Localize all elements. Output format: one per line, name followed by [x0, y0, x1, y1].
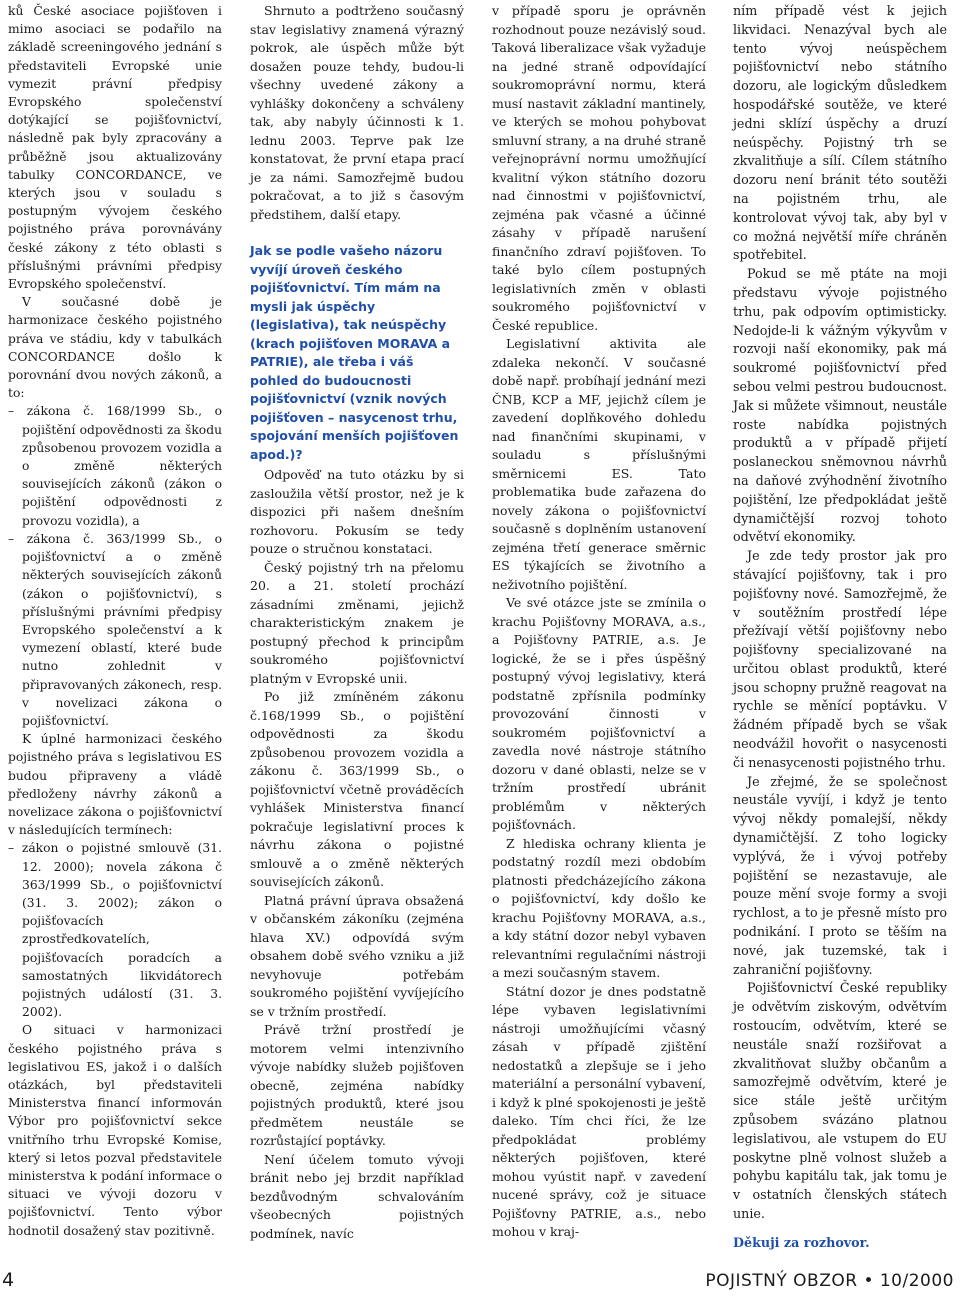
- paragraph: Není účelem tomuto vývoji bránit nebo jej brzdit například bezdůvodným schvalováním všeobecných pojistných podmínek, navíc: [250, 1151, 464, 1241]
- interview-question: Jak se podle vašeho názoru vyvíjí úroveň českého pojišťovnictví. Tím mám na mysli jak úspěchy (legislativa), tak neúspěchy (krach pojišťoven MORAVA a PATRIE), ale třeba i váš pohled do budoucnosti pojišťovnictví (vznik nových pojišťoven – nasycenost trhu, spojování menších pojišťoven apod.)?: [250, 243, 459, 462]
- paragraph: O situaci v harmonizaci českého pojistného práva s legislativou ES, jakož i o dalších otázkách, byl představiteli Ministerstva financí informován Výbor pro pojišťovnictví sekce vnitřního trhu Evropské Komise, který si letos pozval představitele ministerstva k podání informace o situaci ve vývoji dozoru v pojišťovnictví. Tento výbor hodnotil dosažený stav pozitivně.: [8, 1023, 222, 1238]
- paragraph: Pokud se mě ptáte na moji představu vývoje pojistného trhu, pak odpovím optimisticky. Nedojde-li k vážným výkyvům v rozvoji naší ekonomiky, pak má soukromé pojišťovnictví před sebou velmi pestrou budoucnost. Jak si můžete všimnout, neustále roste nabídka pojistných produktů a v případě přijetí poslaneckou sněmovnou návrhů na daňové zvýhodnění životního pojištění, lze předpokládat ještě dynamičtější rozvoj tohoto odvětví ekonomiky.: [733, 266, 947, 545]
- paragraph: Je zřejmé, že se společnost neustále vyvíjí, i když je tento vývoj někdy pomalejší, někdy dynamičtější. Z toho logicky vyplývá, že i vývoj potřeby pojištění se nezastavuje, ale pouze mění svoje formy a svoji rychlost, a to je přesně místo pro podnikání. I proto se těším na nové, jak tuzemské, tak i zahraniční pojišťovny.: [733, 773, 947, 977]
- magazine-issue: POJISTNÝ OBZOR • 10/2000: [705, 1271, 954, 1291]
- text-column-4: [733, 2, 947, 1253]
- paragraph: Legislativní aktivita ale zdaleka nekončí. V současné době např. probíhají jednání mezi ČNB, KCP a MF, jejichž cílem je zavedení doplňkového dohledu nad finančními skupinami, v souladu s příslušnými směrnicemi ES. Tato problematika bude zařazena do novely zákona o pojišťovnictví současně s doplněním ustanovení zejména třetí generace směrnic ES týkajících se životního a neživotního pojištění.: [492, 336, 706, 592]
- paragraph: Po již zmíněném zákonu č.168/1999 Sb., o pojištění odpovědnosti za škodu způsobenou provozem vozidla a zákonu č. 363/1999 Sb., o pojišťovnictví včetně prováděcích vyhlášek Ministerstva financí pokračuje legislativní proces k návrhu zákona o pojistné smlouvě a o změně některých souvisejících zákonů.: [250, 689, 464, 889]
- paragraph: K úplné harmonizaci českého pojistného práva s legislativou ES budou připraveny a vládě předloženy návrhy zákonů a novelizace zákona o pojišťovnictví v následujících termínech:: [8, 732, 222, 838]
- paragraph: Ve své otázce jste se zmínila o krachu Pojišťovny MORAVA, a.s., a Pojišťovny PATRIE, a.s. Je logické, že se i přes úspěšný postupný vývoj legislativy, která podstatně zpřísnila podmínky provozování činnosti v soukromém pojišťovnictví a zavedla nové nástroje státního dozoru v dané oblasti, nelze se v tržním prostředí ubránit problémům v některých pojišťovnách.: [492, 595, 706, 832]
- text-column-3: [492, 2, 706, 1242]
- list-item: – zákona č. 168/1999 Sb., o pojištění odpovědnosti za škodu způsobenou provozem vozidla a o změně některých souvisejících zákonů (zákon o pojištění odpovědnosti z provozu vozidla), a: [8, 404, 222, 528]
- text-column-2: [250, 2, 464, 1243]
- paragraph: v případě sporu je oprávněn rozhodnout pouze nezávislý soud. Taková liberalizace však vyžaduje na jedné straně odpovídající soukromoprávní normu, která musí nastavit základní mantinely, ve kterých se mohou pohybovat smluvní strany, a na druhé straně veřejnoprávní normu umožňující kvalitní výkon státního dozoru nad činnostmi v pojišťovnictví, zejména pak včasné a účinné zásahy v případě narušení finančního zdraví pojišťoven. To také bylo cílem postupných legislativních změn v oblasti soukromého pojišťovnictví v České republice.: [492, 3, 706, 333]
- paragraph: Z hlediska ochrany klienta je podstatný rozdíl mezi obdobím platnosti předcházejícího zákona o pojišťovnictví, kdy došlo ke krachu Pojišťovny MORAVA, a.s., a kdy státní dozor nebyl vybaven relevantními regulačními nástroji a mezi současným stavem.: [492, 835, 706, 980]
- page-number: 4: [2, 1269, 15, 1291]
- paragraph: Český pojistný trh na přelomu 20. a 21. století prochází zásadními změnami, jejichž charakteristickým znakem je postupný přechod k principům soukromého pojišťovnictví platným v Evropské unii.: [250, 559, 464, 686]
- closing-thanks: Děkuji za rozhovor.: [733, 1234, 870, 1250]
- paragraph: ním případě vést k jejich likvidaci. Nenazýval bych ale tento vývoj neúspěchem pojišťovnictví nebo státního dozoru, ale logickým důsledkem hospodářské soutěže, ve které jedni sklízí úspěchy a druzí neúspěchy. Pojistný trh se zkvalitňuje a sílí. Cílem státního dozoru není bránit této soutěži na pojistném trhu, ale kontrolovat vývoj tak, aby byl v co možná největší míře chráněn spotřebitel.: [733, 3, 947, 263]
- paragraph: Státní dozor je dnes podstatně lépe vybaven legislativními nástroji umožňujícími včasný zásah v případě zjištění nedostatků a zlepšuje se i jeho materiální a personální vybavení, i když k plné spokojenosti je ještě daleko. Tím chci říci, že lze předpokládat problémy některých pojišťoven, které mohou vyústit např. v zavedení nucené správy, což je situace Pojišťovny PATRIE, a.s., nebo mohou v kraj-: [492, 983, 706, 1239]
- paragraph: V současné době je harmonizace českého pojistného práva ve stádiu, kdy v tabulkách CONCORDANCE došlo k porovnání dvou nových zákonů, a to:: [8, 295, 222, 401]
- list-item: – zákona č. 363/1999 Sb., o pojišťovnictví a o změně některých souvisejících zákonů (zákon o pojišťovnictví), s příslušnými právními předpisy Evropského společenství a k vymezení oblastí, které bude nutno zohlednit v připravovaných zákonech, resp. v novelizaci zákona o pojišťovnictví.: [8, 531, 222, 728]
- paragraph: Platná právní úprava obsažená v občanském zákoníku (zejména hlava XV.) odpovídá svým obsahem době svého vzniku a již nevyhovuje potřebám soukromého pojištění vyvíjejícího se v tržním prostředí.: [250, 892, 464, 1019]
- paragraph: Shrnuto a podtrženo současný stav legislativy znamená výrazný pokrok, ale úspěch může být dosažen pouze tehdy, budou-li všechny uvedené zákony a vyhlášky dokončeny a schváleny tak, aby nabyly účinnosti k 1. lednu 2003. Teprve pak lze konstatovat, že první etapa prací je za námi. Samozřejmě budou pokračovat, a to již s časovým předstihem, další etapy.: [250, 3, 464, 222]
- paragraph: Právě tržní prostředí je motorem velmi intenzivního vývoje nabídky služeb pojišťoven obecně, zejména nabídky pojistných produktů, které jsou předmětem neustále se rozrůstající poptávky.: [250, 1022, 464, 1148]
- paragraph: ků České asociace pojišťoven i mimo asociaci se podařilo na základě screeningového jednání s představiteli Evropské unie vymezit právní předpisy Evropského společenství dotýkající se pojišťovnictví, následně pak byly zpracovány a průběžně jsou aktualizovány tabulky CONCORDANCE, ve kterých jsou v souladu s postupným vývojem českého pojistného práva porovnávány české zákony z této oblasti s příslušnými právními předpisy Evropského společenství.: [8, 4, 222, 292]
- paragraph: Je zde tedy prostor jak pro stávající pojišťovny, tak i pro pojišťovny nové. Samozřejmě, že v soutěžním prostředí lépe přežívají větší pojišťovny nebo pojišťovny specializované na určitou oblast produktů, které jsou schopny pružně reagovat na rychle se měnící poptávku. V žádném případě bych se však neodvážil hovořit o nasycenosti či nenasycenosti pojistného trhu.: [733, 548, 947, 770]
- page-footer: [0, 1268, 960, 1296]
- list-item: – zákon o pojistné smlouvě (31. 12. 2000); novela zákona č 363/1999 Sb., o pojišťovnictví (31. 3. 2002); zákon o pojišťovacích zprostředkovatelích, pojišťovacích poradcích a samostatných likvidátorech pojistných událostí (31. 3. 2002).: [8, 841, 222, 1020]
- text-column-1: [8, 2, 222, 1240]
- paragraph: Odpověď na tuto otázku by si zasloužila větší prostor, než je k dispozici při našem dnešním rozhovoru. Pokusím se tedy pouze o stručnou konstataci.: [250, 467, 464, 556]
- paragraph: Pojišťovnictví České republiky je odvětvím ziskovým, odvětvím rostoucím, odvětvím, které se neustále snaží rozšiřovat a zkvalitňovat služby občanům a samozřejmě odvětvím, které je sice stále ještě určitým způsobem svázáno platnou legislativou, ale vstupem do EU poskytne plně volnost služeb a pohybu kapitálu tak, jak tomu je v ostatních členských státech unie.: [733, 980, 947, 1221]
